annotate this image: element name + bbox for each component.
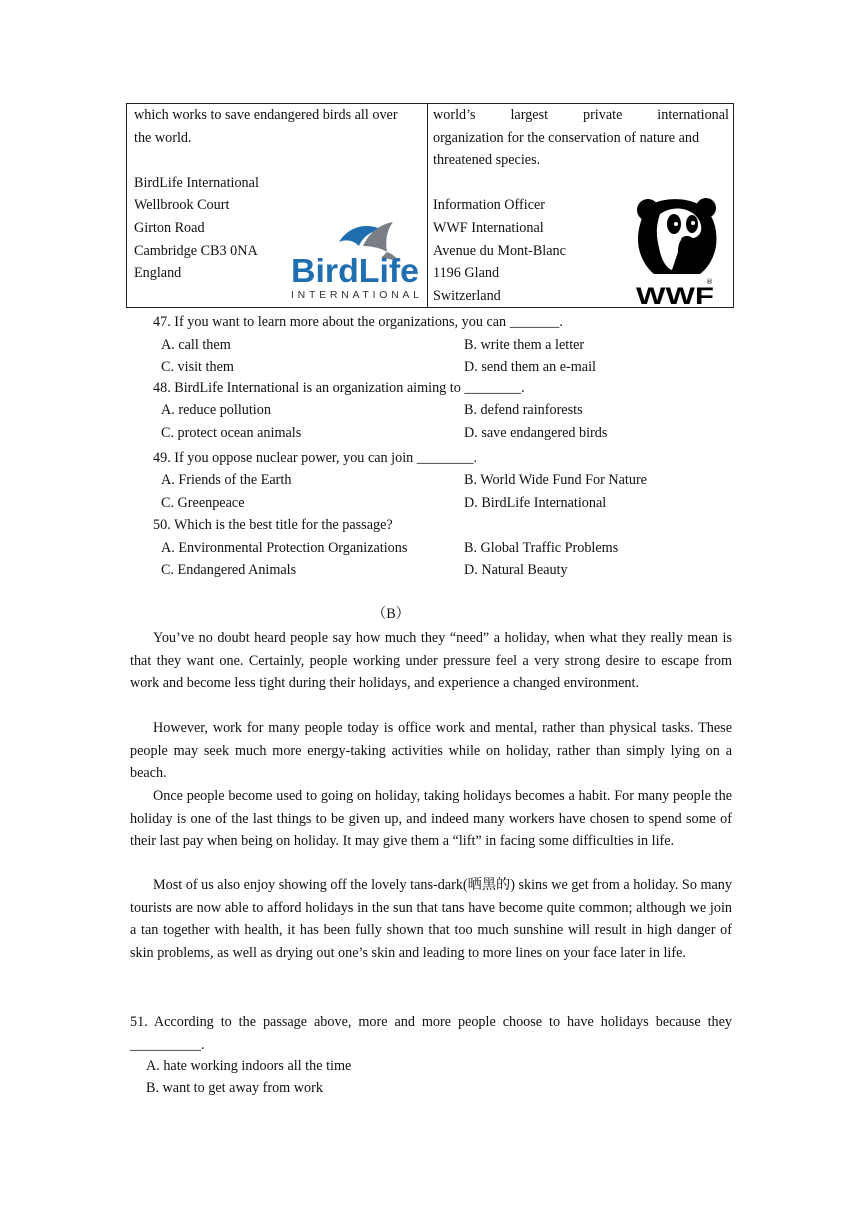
- question-49-option-a: A. Friends of the Earth: [161, 472, 292, 488]
- passage-paragraph-4: Most of us also enjoy showing off the lovely tans-dark(晒黑的) skins we get from a holiday. So many tourists are now able to afford holidays in the sun that tans have become quite common; although we join a tan together with health, it has been fully shown that too much sunshine will result in high danger of skin problems, as well as drying out one’s skin and leading to more lines on your face later in life.: [130, 877, 732, 961]
- wwf-registered-mark: ®: [706, 278, 713, 286]
- wwf-intro-line-1: world’s largest private international: [433, 107, 729, 123]
- question-49-option-d: D. BirdLife International: [464, 495, 607, 511]
- birdlife-intro-line-2: the world.: [134, 129, 192, 146]
- wwf-address-country: Switzerland: [433, 287, 501, 304]
- birdlife-logo-word: BirdLife: [291, 252, 419, 289]
- passage-paragraph-3: Once people become used to going on holiday, taking holidays becomes a habit. For many people the holiday is one of the last things to be given up, and indeed many workers have chosen to spend some of their last pay when being on holiday. It may give them a “lift” in facing some difficulties in life.: [130, 788, 732, 850]
- question-48-option-d: D. save endangered birds: [464, 425, 608, 441]
- question-50-option-c: C. Endangered Animals: [161, 562, 297, 578]
- question-50-stem: 50. Which is the best title for the passage?: [153, 517, 393, 533]
- wwf-address-title: Information Officer: [433, 197, 546, 214]
- question-50-option-b: B. Global Traffic Problems: [464, 540, 619, 556]
- question-51-stem: 51. According to the passage above, more and more people choose to have holidays because they __________.: [130, 1014, 732, 1053]
- organization-table: [126, 103, 734, 308]
- wwf-intro-line-2: organization for the conservation of nature and: [433, 129, 700, 146]
- passage-paragraph-1: You’ve no doubt heard people say how much they “need” a holiday, when what they really mean is that they want one. Certainly, people working under pressure feel a very strong desire to escape from work and become less tight during their holidays, and experience a changed environment.: [130, 630, 732, 692]
- birdlife-address-line-2: Girton Road: [134, 219, 205, 236]
- wwf-address-name: WWF International: [433, 219, 544, 236]
- birdlife-address-line-3: Cambridge CB3 0NA: [134, 242, 258, 259]
- birdlife-logo: [289, 216, 421, 302]
- question-50-option-d: D. Natural Beauty: [464, 562, 568, 578]
- question-48-option-a: A. reduce pollution: [161, 402, 271, 418]
- question-49-option-b: B. World Wide Fund For Nature: [464, 472, 647, 488]
- passage-paragraph-2: However, work for many people today is office work and mental, rather than physical tasks. These people may seek much more energy-taking activities while on holiday, rather than simply lying on a beach.: [130, 720, 732, 782]
- question-48-option-b: B. defend rainforests: [464, 402, 583, 418]
- question-49-option-c: C. Greenpeace: [161, 495, 245, 511]
- question-47-option-b: B. write them a letter: [464, 337, 585, 353]
- wwf-address-city: 1196 Gland: [433, 265, 500, 282]
- section-b-heading: （B）: [372, 606, 410, 622]
- birdlife-address-country: England: [134, 265, 182, 282]
- question-51-option-a: A. hate working indoors all the time: [146, 1058, 352, 1074]
- birdlife-intro-line-1: which works to save endangered birds all over: [134, 107, 398, 123]
- question-48-stem: 48. BirdLife International is an organization aiming to ________.: [153, 380, 525, 396]
- birdlife-logo-sub: INTERNATIONAL: [291, 289, 419, 301]
- question-47-stem: 47. If you want to learn more about the organizations, you can _______.: [153, 314, 563, 330]
- wwf-address-street: Avenue du Mont-Blanc: [433, 242, 566, 259]
- question-49-stem: 49. If you oppose nuclear power, you can join ________.: [153, 450, 478, 466]
- question-50-option-a: A. Environmental Protection Organizations: [161, 540, 408, 556]
- birdlife-address-name: BirdLife International: [134, 174, 259, 191]
- wwf-logo-word: WWF: [636, 283, 714, 306]
- birdlife-address-line-1: Wellbrook Court: [134, 197, 230, 214]
- question-51-option-b: B. want to get away from work: [146, 1080, 323, 1096]
- question-47-option-c: C. visit them: [161, 359, 234, 375]
- wwf-panda-logo: [632, 196, 720, 306]
- table-divider: [427, 104, 428, 307]
- question-47-option-a: A. call them: [161, 337, 231, 353]
- question-47-option-d: D. send them an e-mail: [464, 359, 596, 375]
- wwf-intro-line-3: threatened species.: [433, 152, 541, 169]
- question-48-option-c: C. protect ocean animals: [161, 425, 302, 441]
